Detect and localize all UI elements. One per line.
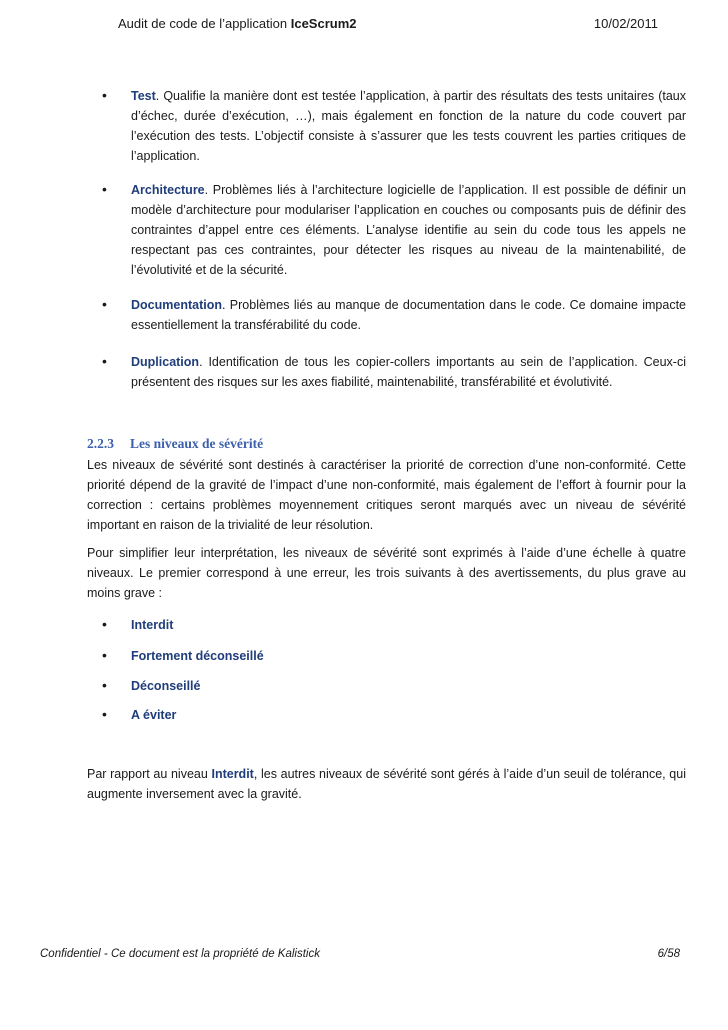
header-title	[118, 16, 357, 31]
bullet-icon: •	[102, 296, 107, 312]
tolerance-prefix: Par rapport au niveau	[87, 767, 212, 781]
severity-level-deconseille: Déconseillé	[131, 679, 201, 693]
severity-level-fortement-deconseille: Fortement déconseillé	[131, 649, 264, 663]
bullet-term: Duplication	[131, 355, 200, 369]
bullet-description: . Problèmes liés au manque de documentation dans le code. Ce domaine impacte essentiellement la transférabilité du code.	[131, 298, 686, 332]
bullet-term: Documentation	[131, 298, 222, 312]
bullet-icon: •	[102, 677, 107, 693]
tolerance-suffix: , les autres niveaux de sévérité sont gérés à l’aide d’un seuil de tolérance, qui augmente inversement avec la gravité.	[87, 767, 686, 801]
header-title-prefix: Audit de code de l’application	[118, 16, 291, 31]
bullet-term: Architecture	[131, 183, 205, 197]
section-title: Les niveaux de sévérité	[130, 436, 264, 451]
paragraph-scale: Pour simplifier leur interprétation, les niveaux de sévérité sont exprimés à l’aide d’une échelle à quatre niveaux. Le premier correspond à une erreur, les trois suivants à des avertissements, du plus grave au moins grave :	[87, 546, 686, 600]
paragraph-tolerance	[87, 764, 686, 804]
header-date: 10/02/2011	[593, 16, 658, 31]
bullet-term: Test	[131, 89, 156, 103]
bullet-icon: •	[102, 181, 107, 197]
header-app-name: IceScrum2	[290, 16, 357, 31]
tolerance-term: Interdit	[211, 767, 254, 781]
severity-level-interdit: Interdit	[131, 618, 174, 632]
bullet-icon: •	[102, 616, 107, 632]
bullet-icon: •	[102, 647, 107, 663]
footer-confidential: Confidentiel - Ce document est la propriété de Kalistick	[40, 948, 320, 960]
bullet-description: . Identification de tous les copier-collers importants au sein de l’application. Ceux-ci présentent des risques sur les axes fiabilité, maintenabilité, transférabilité et évolutivité.	[131, 355, 686, 389]
bullet-item-documentation	[131, 295, 686, 335]
paragraph-intro: Les niveaux de sévérité sont destinés à caractériser la priorité de correction d’une non-conformité. Cette priorité dépend de la gravité de l’impact d’une non-conformité, mais également de l’effort à fournir pour la correction : certains problèmes moyennement critiques seront marqués avec un niveau de sévérité important en raison de la trivialité de leur résolution.	[87, 458, 686, 532]
footer-page-number: 6/58	[657, 948, 680, 960]
section-number: 2.2.3	[87, 436, 114, 451]
bullet-item-architecture	[131, 180, 686, 280]
bullet-description: . Qualifie la manière dont est testée l’application, à partir des résultats des tests unitaires (taux d’échec, durée d’exécution, …), mais également en fonction de la nature du code couvert par l’exécution des tests. L’objectif consiste à s’assurer que les tests couvrent les parties critiques de l’application.	[131, 89, 686, 163]
bullet-icon: •	[102, 87, 107, 103]
bullet-icon: •	[102, 353, 107, 369]
section-heading	[87, 436, 263, 452]
severity-level-a-eviter: A éviter	[131, 708, 177, 722]
bullet-item-duplication	[131, 352, 686, 392]
page-header	[118, 16, 658, 31]
bullet-icon: •	[102, 706, 107, 722]
bullet-item-test	[131, 86, 686, 166]
page-footer	[40, 948, 680, 960]
bullet-description: . Problèmes liés à l’architecture logicielle de l’application. Il est possible de définir un modèle d’architecture pour modulariser l’application en couches ou composants puis de définir des contraintes d’appel entre ces éléments. L’analyse identifie au sein du code tous les appels ne respectant pas ces contraintes, pour détecter les risques au niveau de la maintenabilité, de l’évolutivité et de la sécurité.	[131, 183, 686, 277]
